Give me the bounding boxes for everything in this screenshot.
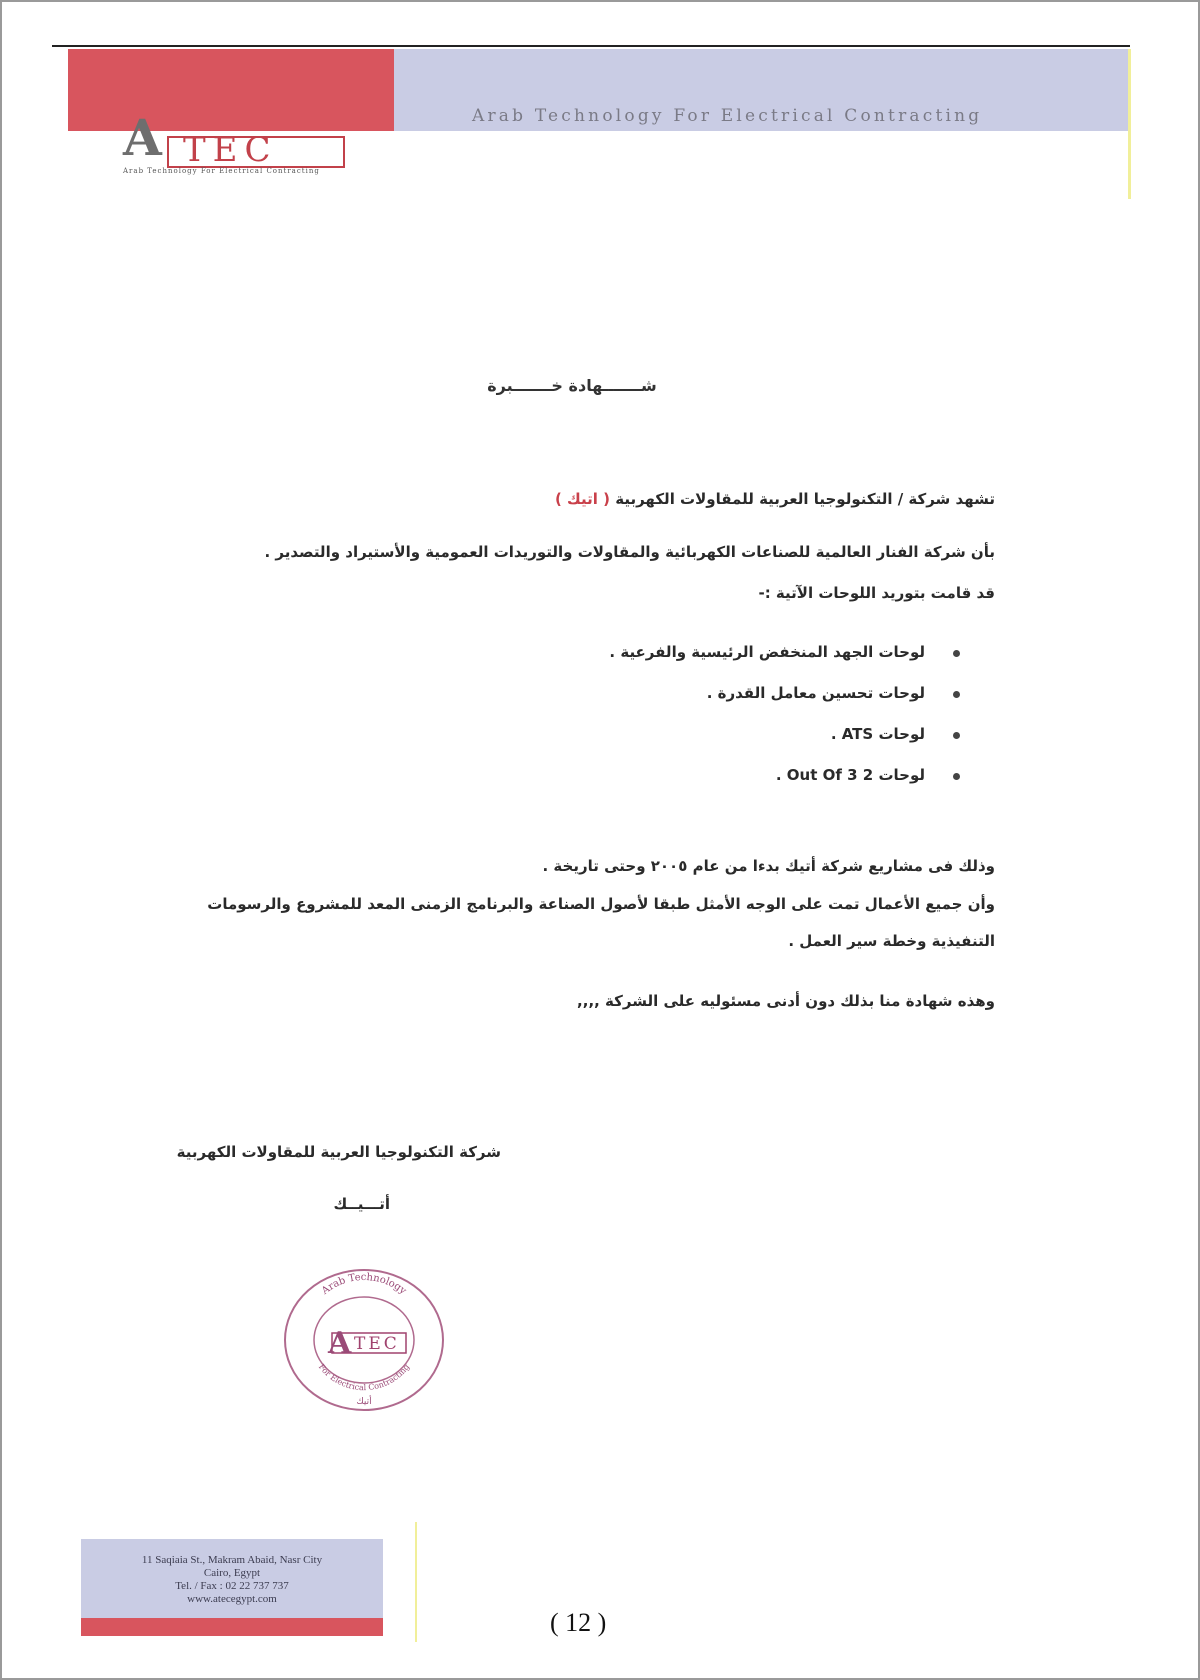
intro-text: تشهد شركة / التكنولوجيا العربية للمقاولات الكهربية <box>615 490 995 508</box>
address-website: www.atecegypt.com <box>187 1593 277 1605</box>
header-accent-line <box>1128 49 1131 199</box>
list-item: لوحات 2 Out Of 3 . <box>609 766 925 807</box>
address-city: Cairo, Egypt <box>203 1567 261 1579</box>
bullet-icon <box>953 732 960 739</box>
stamp-arabic-text: أتيك <box>356 1397 372 1407</box>
quality-paragraph: وأن جميع الأعمال تمت على الوجه الأمثل طبقا لأصول الصناعة والبرنامج الزمنى المعد للمشروع والرسومات <box>207 895 995 913</box>
logo-text: TEC <box>183 130 278 170</box>
page-number: ( 12 ) <box>550 1608 607 1637</box>
stamp-logo-text: TEC <box>354 1334 400 1354</box>
logo-letter: A <box>123 108 162 167</box>
signature-short-name: أتـــيــك <box>333 1195 390 1213</box>
list-item: لوحات تحسين معامل القدرة . <box>609 684 925 725</box>
footer-red-band <box>81 1618 383 1636</box>
stamp-top-text: Arab Technology <box>319 1271 409 1297</box>
panel-list <box>609 643 925 807</box>
closing-paragraph: وهذه شهادة منا بذلك دون أدنى مسئوليه على الشركة ,,,, <box>577 992 995 1010</box>
company-short-name: ( اتيك ) <box>554 490 611 508</box>
client-line: بأن شركة الفنار العالمية للصناعات الكهربائية والمقاولات والتوريدات العمومية والأستيراد والتصدير . <box>264 543 995 561</box>
company-title: Arab Technology For Electrical Contracting <box>472 106 983 126</box>
bullet-icon <box>953 691 960 698</box>
projects-paragraph: وذلك فى مشاريع شركة أتيك بدءا من عام ٢٠٠٥ وحتى تاريخة . <box>542 857 995 875</box>
footer-address <box>81 1554 383 1606</box>
header-rule <box>52 45 1130 47</box>
bullet-icon <box>953 650 960 657</box>
list-item: لوحات ATS . <box>609 725 925 766</box>
supply-line: قد قامت بتوريد اللوحات الآتية :- <box>758 584 995 602</box>
logo-tagline: Arab Technology For Electrical Contracting <box>123 167 320 175</box>
footer-accent-line <box>415 1522 417 1642</box>
bullet-icon <box>953 773 960 780</box>
company-stamp <box>280 1267 448 1413</box>
address-phone: Tel. / Fax : 02 22 737 737 <box>175 1580 289 1592</box>
document-title: شـــــــهادة خـــــــبرة <box>487 376 657 395</box>
address-street: 11 Saqiaia St., Makram Abaid, Nasr City <box>141 1554 323 1566</box>
intro-line <box>555 490 995 508</box>
stamp-bottom-text: For Electrical Contracting <box>316 1362 412 1393</box>
stamp-logo-letter: A <box>328 1326 352 1361</box>
quality-paragraph-cont: التنفيذية وخطة سير العمل . <box>788 932 995 950</box>
atec-logo <box>123 108 345 176</box>
signature-company: شركة التكنولوجيا العربية للمقاولات الكهربية <box>176 1143 501 1161</box>
list-item: لوحات الجهد المنخفض الرئيسية والفرعية . <box>609 643 925 684</box>
